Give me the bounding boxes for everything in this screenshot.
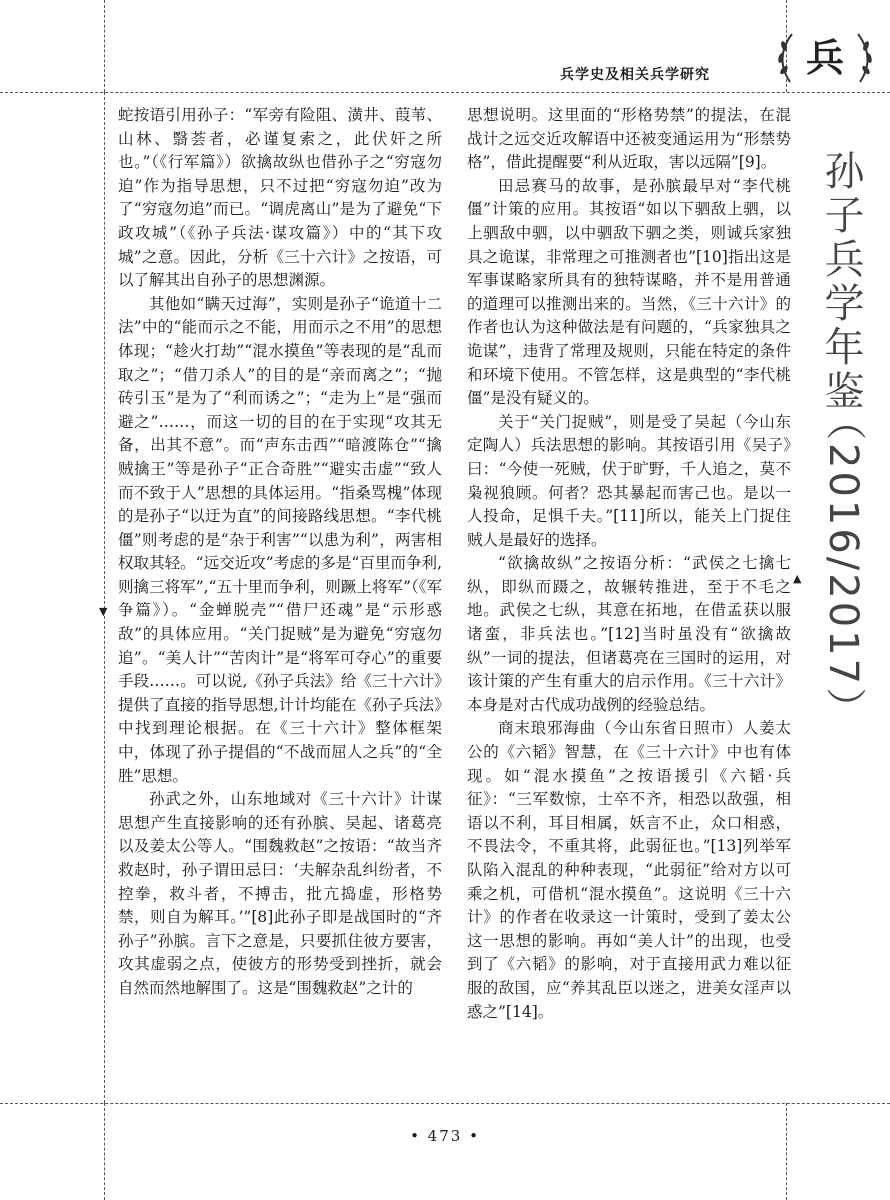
paragraph: 商末琅邪海曲（今山东省日照市）人姜太公的《六韬》智慧，在《三十六计》中也有体现。如“混水摸鱼”之按语援引《六韬·兵征》：“三军数惊，士卒不齐，相恐以敌强，相语以不利，耳目相属，妖言不止，众口相惑，不畏法令，不重其将，此弱征也。”[13]列举军队陷入混乱的种种表现，“此弱征”给对方以可乘之机，可借机“混水摸鱼”。这说明《三十六计》的作者在收录这一计策时，受到了姜太公这一思想的影响。再如“美人计”的出现，也受到了《六韬》的影响，对于直接用武力难以征服的敌国，应“养其乱臣以迷之，进美女淫声以惑之”[14]。	[467, 719, 791, 1021]
left-dashed-rule-body	[104, 92, 105, 1103]
paragraph: 田忌赛马的故事，是孙膑最早对“李代桃僵”计策的应用。其按语“如以下驷敌上驷，以上驷敌中驷，以中驷敌下驷之类，则诚兵家独具之诡谋，非常理之可推测者也”[10]指出这是军事谋略家所具有的独特谋略，并不是用普通的道理可以推测出来的。当然，《三十六计》的作者也认为这种做法是有问题的，“兵家独具之诡谋”，违背了常理及规则，只能在特定的条件和环境下使用。不管怎样，这是典型的“李代桃僵”是没有疑义的。	[467, 176, 791, 408]
bottom-dashed-rule	[0, 1103, 890, 1104]
paragraph: 关于“关门捉贼”，则是受了吴起（今山东定陶人）兵法思想的影响。其按语引用《吴子》曰：“今使一死贼，伏于旷野，千人追之，莫不枭视狼顾。何者？恐其暴起而害己也。是以一人投命，足惧千夫。”[11]所以，能关上门捉住贼人是最好的选择。	[467, 412, 791, 549]
left-triangle-marker: ▼	[99, 605, 108, 618]
body-column-left	[118, 104, 442, 1001]
right-triangle-marker: ▲	[793, 572, 802, 585]
side-book-year: （2016/2017）	[820, 400, 866, 731]
top-dashed-rule	[0, 92, 890, 93]
paragraph: “欲擒故纵”之按语分析：“武侯之七擒七纵，即纵而蹑之，故辗转推进，至于不毛之地。武侯之七纵，其意在拓地，在借孟获以服诸蛮，非兵法也。”[12]当时虽没有“欲擒故纵”一词的提法，但诸葛亮在三国时的运用，对该计策的产生有重大的启示作用。《三十六计》本身是对古代成功战例的经验总结。	[467, 554, 791, 714]
laurel-logo-icon	[770, 22, 880, 92]
running-header-title: 兵学史及相关兵学研究	[560, 67, 710, 83]
paragraph: 其他如“瞒天过海”，实则是孙子“诡道十二法”中的“能而示之不能，用而示之不用”的思想体现；“趁火打劫”“混水摸鱼”等表现的是“乱而取之”；“借刀杀人”的目的是“亲而离之”；“抛砖引玉”是为了“利而诱之”；“走为上”是“强而避之”……，而这一切的目的在于实现“攻其无备，出其不意”。而“声东击西”“暗渡陈仓”“擒贼擒王”等是孙子“正合奇胜”“避实击虚”“致人而不致于人”思想的具体运用。“指桑骂槐”体现的是孙子“以迂为直”的间接路线思想。“李代桃僵”则考虑的是“杂于利害”“以患为利”，两害相权取其轻。“远交近攻”考虑的多是“百里而争利,则擒三将军”,“五十里而争利，则蹶上将军”（《军争篇》）。“金蝉脱壳”“借尸还魂”是“示形惑敌”的具体应用。“关门捉贼”是为避免“穷寇勿追”。“美人计”“苦肉计”是“将军可夺心”的重要手段……。可以说,《孙子兵法》给《三十六计》提供了直接的指导思想,计计均能在《孙子兵法》中找到理论根据。在《三十六计》整体框架中，体现了孙子提倡的“不战而屈人之兵”的“全胜”思想。	[118, 294, 442, 785]
body-column-right	[467, 104, 791, 1024]
side-book-title: 孙子兵学年鉴	[818, 150, 864, 414]
left-dashed-rule-bottom	[104, 1103, 105, 1200]
left-dashed-rule-top	[104, 0, 105, 92]
logo-glyph: 兵	[805, 36, 845, 80]
paragraph: 思想说明。这里面的“形格势禁”的提法，在混战计之远交近攻解语中还被变通运用为“形禁势格”，借此提醒要“利从近取，害以远隔”[9]。	[467, 106, 791, 172]
paragraph: 蛇按语引用孙子：“军旁有险阻、潢井、葭苇、山林、翳荟者，必谨复索之，此伏奸之所也。”（《行军篇》）欲擒故纵也借孙子之“穷寇勿迫”作为指导思想，只不过把“穷寇勿迫”改为了“穷寇勿追”而已。“调虎离山”是为了避免“下政攻城”（《孙子兵法·谋攻篇》）中的“其下攻城”之意。因此，分析《三十六计》之按语，可以了解其出自孙子的思想渊源。	[118, 106, 442, 290]
page-number: • 473 •	[410, 1127, 480, 1145]
paragraph: 孙武之外，山东地域对《三十六计》计谋思想产生直接影响的还有孙膑、吴起、诸葛亮以及姜太公等人。“围魏救赵”之按语：“故当齐救赵时，孙子谓田忌曰：‘夫解杂乱纠纷者，不控拳，救斗者，不搏击，批亢捣虚，形格势禁，则自为解耳。’”[8]此孙子即是战国时的“齐孙子”孙膑。言下之意是，只要抓住彼方要害，攻其虚弱之点，使彼方的形势受到挫折，就会自然而然地解围了。这是“围魏救赵”之计的	[118, 790, 442, 997]
book-logo	[770, 22, 880, 92]
right-dashed-rule-bottom	[786, 1103, 787, 1200]
